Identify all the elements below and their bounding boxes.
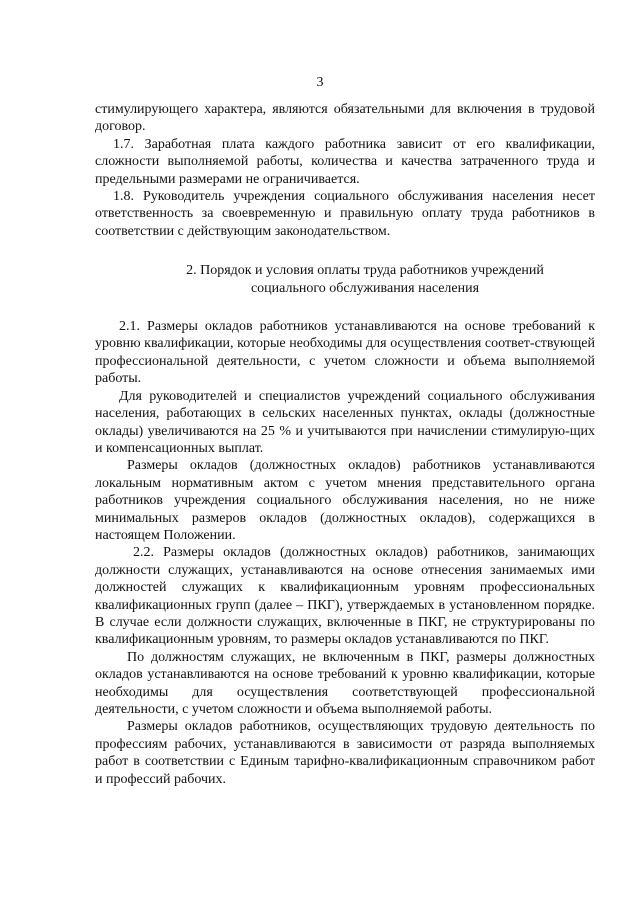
paragraph-1-8: 1.8. Руководитель учреждения социального обслуживания населения несет ответственность за своевременную и правильную оплату труда работников в соответствии с действующим законодательством. bbox=[95, 189, 595, 239]
document-body bbox=[95, 101, 595, 788]
section-heading bbox=[95, 262, 595, 297]
paragraph-1-7: 1.7. Заработная плата каждого работника зависит от его квалификации, сложности выполняемой работы, количества и качества затраченного труда и предельными размерами не ограничивается. bbox=[95, 136, 595, 187]
paragraph-continuation: стимулирующего характера, являются обязательными для включения в трудовой договор. bbox=[95, 102, 595, 135]
page-number: 3 bbox=[316, 75, 324, 90]
paragraph-non-pkg: По должностям служащих, не включенным в ПКГ, размеры должностных окладов устанавливаются на основе требований к уровню квалификации, которые необходимы для осуществления соответствующей профессиональной деятельности, с учетом сложности и объема выполняемой работы. bbox=[95, 649, 595, 717]
section-heading-line-2: социального обслуживания населения bbox=[250, 280, 480, 296]
paragraph-2-2: 2.2. Размеры окладов (должностных окладов) работников, занимающих должности служащих, устанавливаются на основе отнесения занимаемых ими должностей служащих к квалификационным уровням профессиональных квалификационных групп (далее – ПКГ), утверждаемых в установленном порядке. В случае если должности служащих, включенные в ПКГ, не структурированы по квалификационным уровням, то размеры окладов устанавливаются по ПКГ. bbox=[95, 545, 595, 648]
paragraph-local-act: Размеры окладов (должностных окладов) работников устанавливаются локальным нормативным актом с учетом мнения представительного органа работников учреждения социального обслуживания населения, но не ниже минимальных размеров окладов (должностных окладов), содержащихся в настоящем Положении. bbox=[95, 458, 595, 543]
paragraph-2-1: 2.1. Размеры окладов работников устанавливаются на основе требований к уровню квалификации, которые необходимы для осуществления соответ-ствующей профессиональной деятельности, с учетом сложности и объема выполняемой работы. bbox=[95, 319, 595, 387]
paragraph-workers: Размеры окладов работников, осуществляющих трудовую деятельность по профессиям рабочих, устанавливаются в зависимости от разряда выполняемых работ в соответствии с Единым тарифно-квалификационным справочником работ и профессий рабочих. bbox=[95, 719, 595, 787]
paragraph-rural-allowance: Для руководителей и специалистов учреждений социального обслуживания населения, работающих в сельских населенных пунктах, оклады (должностные оклады) увеличиваются на 25 % и учитываются при начислении стимулирую-щих и компенсационных выплат. bbox=[95, 388, 595, 456]
section-heading-line-1: 2. Порядок и условия оплаты труда работников учреждений bbox=[186, 263, 544, 279]
